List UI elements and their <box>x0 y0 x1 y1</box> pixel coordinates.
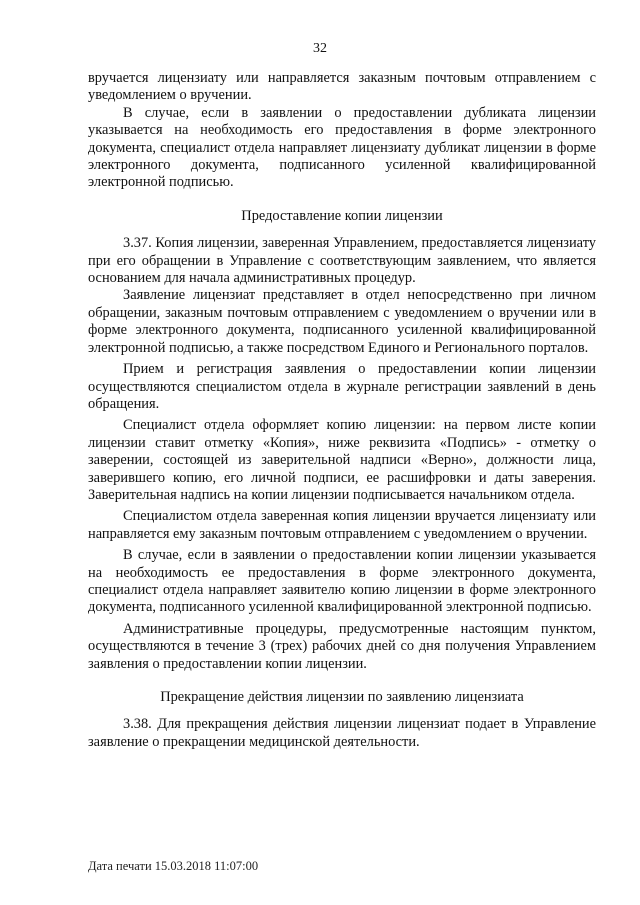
document-body <box>88 70 596 751</box>
paragraph-3-38: 3.38. Для прекращения действия лицензии лицензиат подает в Управление заявление о прекращении медицинской деятельности. <box>88 716 596 750</box>
print-date-footer: Дата печати 15.03.2018 11:07:00 <box>88 859 259 873</box>
section-heading-termination: Прекращение действия лицензии по заявлению лицензиата <box>160 689 524 705</box>
paragraph-duplicate-electronic: В случае, если в заявлении о предоставлении дубликата лицензии указывается на необходимость его предоставления в форме электронного документа, специалист отдела направляет лицензиату дубликат лицензии в форме электронного документа, подписанного усиленной квалифицированной электронной подписью. <box>88 104 596 191</box>
paragraph-3-37: 3.37. Копия лицензии, заверенная Управлением, предоставляется лицензиату при его обращении в Управление с соответствующим заявлением, что является основанием для начала административных процедур. <box>88 235 596 287</box>
page-number: 32 <box>313 41 327 56</box>
paragraph-procedure-term: Административные процедуры, предусмотренные настоящим пунктом, осуществляются в течение 3 (трех) рабочих дней со дня получения Управлением заявления о предоставлении копии лицензии. <box>88 620 596 672</box>
paragraph-application-submission: Заявление лицензиат представляет в отдел непосредственно при личном обращении, заказным почтовым отправлением с уведомлением о вручении или в форме электронного документа, подписанного усиленной квалифицированной электронной подписью, а также посредством Единого и Регионального порталов. <box>88 287 596 356</box>
section-heading-license-copy: Предоставление копии лицензии <box>241 207 443 224</box>
paragraph-copy-electronic: В случае, если в заявлении о предоставлении копии лицензии указывается на необходимость ее предоставления в форме электронного документа, специалист отдела направляет заявителю копию лицензии в форме электронного документа, подписанного усиленной квалифицированной электронной подписью. <box>88 547 596 616</box>
paragraph-copy-preparation: Специалист отдела оформляет копию лицензии: на первом листе копии лицензии ставит отметку «Копия», ниже реквизита «Подпись» - отметку о заверении, состоящей из заверительной надписи «Верно», должности лица, заверившего копию, его личной подписи, ее расшифровки и даты заверения. Заверительная надпись на копии лицензии подписывается начальником отдела. <box>88 417 596 503</box>
paragraph-copy-delivery: Специалистом отдела заверенная копия лицензии вручается лицензиату или направляется ему заказным почтовым отправлением с уведомлением о вручении. <box>88 508 596 542</box>
paragraph-registration: Прием и регистрация заявления о предоставлении копии лицензии осуществляются специалистом отдела в журнале регистрации заявлений в день обращения. <box>88 361 596 412</box>
paragraph-continuation: вручается лицензиату или направляется заказным почтовым отправлением с уведомлением о вручении. <box>88 70 596 104</box>
